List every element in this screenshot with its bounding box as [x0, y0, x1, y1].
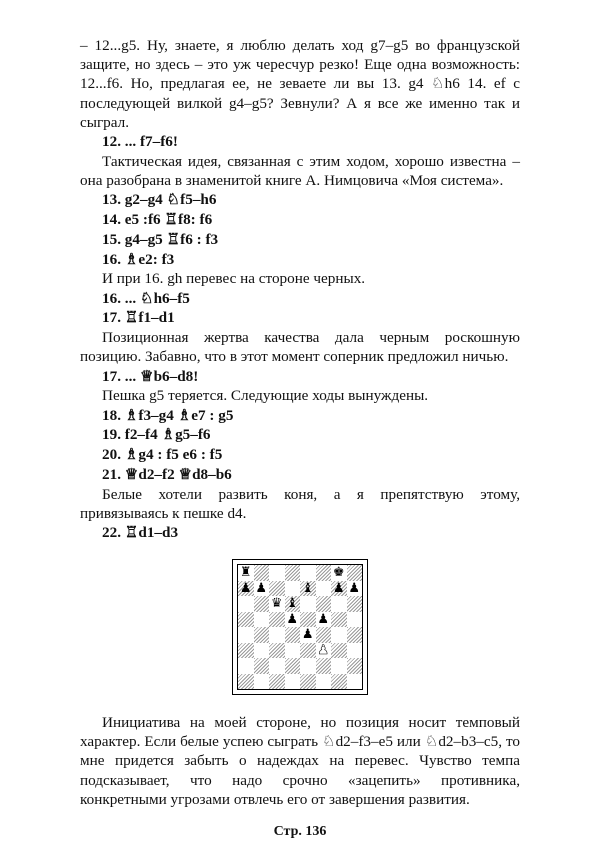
square-c2	[269, 658, 285, 674]
black-bishop-icon: ♝	[301, 580, 314, 596]
square-g3	[331, 643, 347, 659]
square-d4	[285, 627, 301, 643]
comment-12: Тактическая идея, связанная с этим ходом, хорошо известна – она разобрана в знаменитой книге А. Нимцовича «Моя система».	[80, 152, 520, 190]
black-pawn-icon: ♟	[348, 580, 361, 596]
square-d3	[285, 643, 301, 659]
square-e6	[300, 596, 316, 612]
square-f1	[316, 674, 332, 690]
square-h5	[347, 612, 363, 628]
move-16-black: 16. ... ♘h6–f5	[102, 289, 190, 307]
square-c3	[269, 643, 285, 659]
closing-paragraph: Инициатива на моей стороне, но позиция носит темповый характер. Если белые успею сыграть ♘d2–f3–e5 или ♘d2–b3–c5, то мне придется забыть о надеждах на перевес. Чувство темпа подсказывает, что надо срочно «зацепить» противника, конкретными угрозами отвлечь его от завершения развития.	[80, 714, 520, 808]
square-b6	[254, 596, 270, 612]
square-g8	[331, 565, 347, 581]
square-b2	[254, 658, 270, 674]
square-h7	[347, 581, 363, 597]
square-g6	[331, 596, 347, 612]
square-d7	[285, 581, 301, 597]
square-f5	[316, 612, 332, 628]
square-e3	[300, 643, 316, 659]
square-b8	[254, 565, 270, 581]
intro-paragraph: – 12...g5. Ну, знаете, я люблю делать ход g7–g5 во французской защите, но здесь – это уж чересчур резко! Еще одна возможность: 12...f6. Но, предлагая ее, не зеваете ли вы 13. g4 ♘h6 14. ef с последующей вилкой g4–g5? Зевнули? А я все же именно так и сыграл.	[80, 37, 520, 131]
square-a4	[238, 627, 254, 643]
move-20: 20. ♗g4 : f5 e6 : f5	[102, 446, 223, 464]
move-15: 15. g4–g5 ♖f6 : f3	[102, 230, 219, 248]
square-g5	[331, 612, 347, 628]
page-number: Стр. 136	[273, 824, 327, 839]
square-h1	[347, 674, 363, 690]
square-c1	[269, 674, 285, 690]
square-g2	[331, 658, 347, 674]
comment-16: И при 16. gh перевес на стороне черных.	[102, 270, 366, 288]
square-g4	[331, 627, 347, 643]
square-e5	[300, 612, 316, 628]
move-22: 22. ♖d1–d3	[102, 524, 179, 542]
square-b1	[254, 674, 270, 690]
square-f4	[316, 627, 332, 643]
black-king-icon: ♚	[332, 565, 345, 581]
chess-board	[237, 564, 363, 690]
move-19: 19. f2–f4 ♗g5–f6	[102, 426, 211, 444]
square-a1	[238, 674, 254, 690]
square-b4	[254, 627, 270, 643]
square-f6	[316, 596, 332, 612]
white-pawn-icon: ♟	[317, 642, 330, 658]
square-g7	[331, 581, 347, 597]
square-a8	[238, 565, 254, 581]
square-f8	[316, 565, 332, 581]
move-12: 12. ... f7–f6!	[102, 133, 178, 151]
square-h8	[347, 565, 363, 581]
square-e7	[300, 581, 316, 597]
chess-diagram	[232, 559, 368, 695]
move-13: 13. g2–g4 ♘f5–h6	[102, 191, 217, 209]
square-d2	[285, 658, 301, 674]
square-f7	[316, 581, 332, 597]
square-d1	[285, 674, 301, 690]
square-a5	[238, 612, 254, 628]
square-c5	[269, 612, 285, 628]
square-e4	[300, 627, 316, 643]
square-a7	[238, 581, 254, 597]
square-c7	[269, 581, 285, 597]
comment-17: Позиционная жертва качества дала черным роскошную позицию. Забавно, что в этот момент соперник предложил ничью.	[80, 329, 520, 366]
square-f3	[316, 643, 332, 659]
move-21: 21. ♕d2–f2 ♕d8–b6	[102, 466, 232, 483]
square-d6	[285, 596, 301, 612]
black-pawn-icon: ♟	[317, 611, 330, 627]
square-b3	[254, 643, 270, 659]
square-h6	[347, 596, 363, 612]
black-pawn-icon: ♟	[239, 580, 252, 596]
black-rook-icon: ♜	[239, 565, 252, 581]
black-pawn-icon: ♟	[255, 580, 268, 596]
black-pawn-icon: ♟	[301, 627, 314, 643]
square-a6	[238, 596, 254, 612]
square-b7	[254, 581, 270, 597]
comment-21: Белые хотели развить коня, а я препятствую этому, привязываясь к пешке d4.	[80, 485, 520, 522]
move-17-white: 17. ♖f1–d1	[102, 309, 175, 327]
black-pawn-icon: ♟	[332, 580, 345, 596]
square-f2	[316, 658, 332, 674]
square-d8	[285, 565, 301, 581]
square-c4	[269, 627, 285, 643]
square-c8	[269, 565, 285, 581]
square-c6	[269, 596, 285, 612]
square-e8	[300, 565, 316, 581]
comment-17b: Пешка g5 теряется. Следующие ходы вынуждены.	[102, 387, 429, 405]
move-18: 18. ♗f3–g4 ♗e7 : g5	[102, 406, 234, 424]
square-d5	[285, 612, 301, 628]
black-queen-icon: ♛	[270, 596, 283, 612]
black-bishop-icon: ♝	[286, 596, 299, 612]
square-e1	[300, 674, 316, 690]
square-e2	[300, 658, 316, 674]
square-h3	[347, 643, 363, 659]
square-h2	[347, 658, 363, 674]
square-h4	[347, 627, 363, 643]
square-g1	[331, 674, 347, 690]
page-content	[80, 36, 520, 809]
square-a2	[238, 658, 254, 674]
square-b5	[254, 612, 270, 628]
black-pawn-icon: ♟	[286, 611, 299, 627]
square-a3	[238, 643, 254, 659]
move-17-black: 17. ... ♕b6–d8!	[102, 367, 199, 385]
move-16-white: 16. ♗e2: f3	[102, 250, 175, 268]
move-14: 14. e5 :f6 ♖f8: f6	[102, 211, 213, 229]
